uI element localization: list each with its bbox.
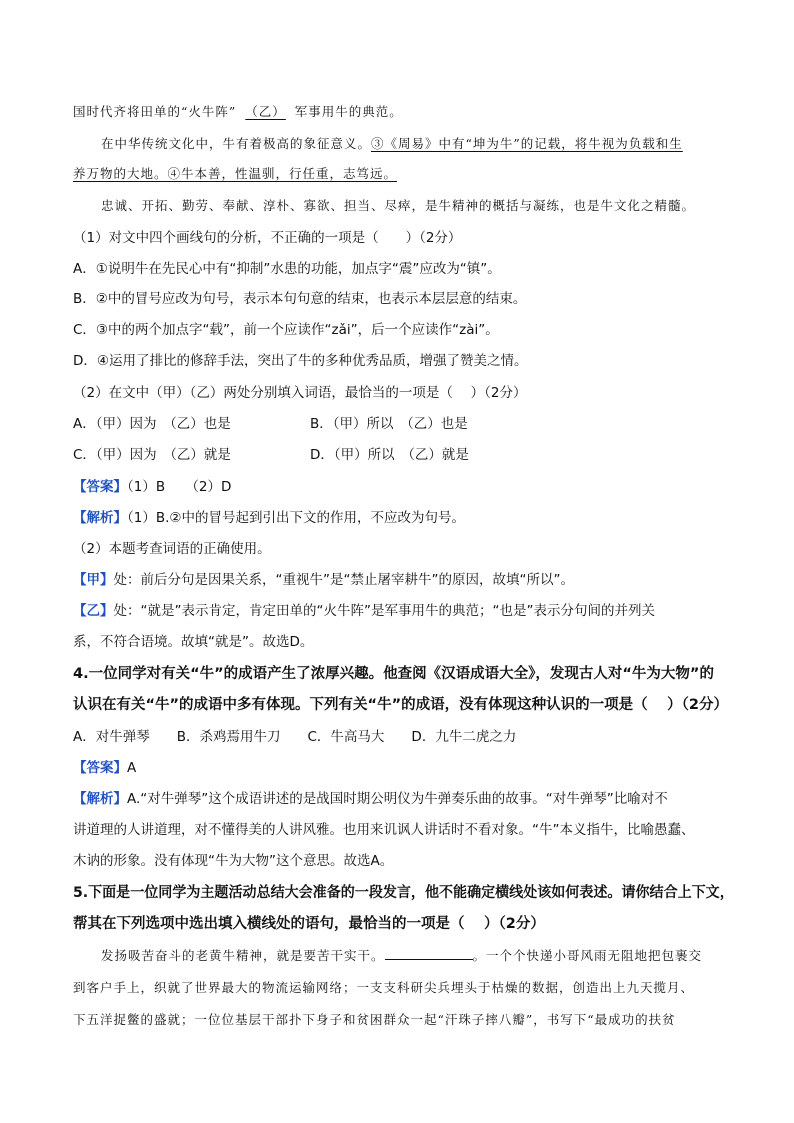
q1-stem: （1）对文中四个画线句的分析，不正确的一项是（ ）（2分） bbox=[73, 230, 462, 246]
q2-option-c: C．（甲）因为 （乙）就是 bbox=[73, 447, 231, 463]
analysis-4-line-2: 讲道理的人讲道理，对不懂得美的人讲风雅。也用来讥讽人讲话时不看对象。“牛”本义指牛，比喻愚蠢、 bbox=[73, 822, 695, 838]
q5-passage-line-2: 到客户手上，织就了世界最大的物流运输网络；一支支科研尖兵埋头于枯燥的数据，创造出上九天揽月、 bbox=[73, 980, 695, 995]
q1-option-d: D．④运用了排比的修辞手法，突出了牛的多种优秀品质，增强了赞美之情。 bbox=[73, 353, 528, 369]
q5-passage-line-3: 下五洋捉鳖的盛就；一位位基层干部扑下身子和贫困群众一起“汗珠子摔八瓣”，书写下“最成功的扶贫 bbox=[73, 1012, 676, 1027]
underlined-sentence-3: ③《周易》中有“坤为牛”的记载，将牛视为负载和生 bbox=[371, 136, 683, 151]
yi-tag: 【乙】 bbox=[73, 603, 114, 619]
analysis-tag: 【解析】 bbox=[73, 510, 127, 526]
q4-options: A．对牛弹琴 B．杀鸡焉用牛刀 C．牛高马大 D．九牛二虎之力 bbox=[73, 729, 517, 745]
analysis-yi-line-2: 系，不符合语境。故填“就是”。故选D。 bbox=[73, 634, 314, 650]
passage-line-2: 在中华传统文化中，牛有着极高的象征意义。③《周易》中有“坤为牛”的记载，将牛视为负载和生 bbox=[101, 136, 683, 151]
analysis-tag: 【解析】 bbox=[73, 791, 127, 807]
underlined-sentence-4: 养万物的大地。④牛本善，性温驯，行任重，志笃远。 bbox=[73, 166, 398, 181]
q4-stem-line-2: 认识在有关“牛”的成语中多有体现。下列有关“牛”的成语，没有体现这种认识的一项是（ ）（2分） bbox=[73, 697, 729, 713]
q1-option-b: B．②中的冒号应改为句号，表示本句句意的结束，也表示本层层意的结束。 bbox=[73, 291, 527, 307]
q1-option-c: C．③中的两个加点字“载”，前一个应读作“zǎi”，后一个应读作“zài”。 bbox=[73, 322, 499, 338]
passage-line-1: 国时代齐将田单的“火牛阵” （乙） 军事用牛的典范。 bbox=[73, 104, 403, 119]
q2-option-a: A．（甲）因为 （乙）也是 bbox=[73, 416, 231, 432]
q2-option-b: B．（甲）所以 （乙）也是 bbox=[310, 416, 468, 432]
q2-option-d: D．（甲）所以 （乙）就是 bbox=[310, 447, 469, 463]
q4-stem-line-1: 4.一位同学对有关“牛”的成语产生了浓厚兴趣。他查阅《汉语成语大全》，发现古人对“牛为大物”的 bbox=[73, 666, 714, 682]
analysis-jia: 【甲】处：前后分句是因果关系，“重视牛”是“禁止屠宰耕牛”的原因，故填“所以”。 bbox=[73, 572, 574, 588]
blank-yi: （乙） bbox=[245, 104, 286, 119]
answer-tag: 【答案】 bbox=[73, 479, 127, 495]
analysis-yi: 【乙】处：“就是”表示肯定，肯定田单的“火牛阵”是军事用牛的典范；“也是”表示分句间的并列关 bbox=[73, 603, 655, 619]
answer-tag: 【答案】 bbox=[73, 760, 127, 776]
answer-1: 【答案】（1）B （2）D bbox=[73, 479, 232, 495]
jia-tag: 【甲】 bbox=[73, 572, 114, 588]
analysis-1: 【解析】（1）B.②中的冒号起到引出下文的作用，不应改为句号。 bbox=[73, 510, 465, 526]
q1-option-a: A．①说明牛在先民心中有“抑制”水患的功能，加点字“震”应改为“镇”。 bbox=[73, 261, 501, 277]
analysis-1-line-2: （2）本题考查词语的正确使用。 bbox=[73, 541, 271, 557]
q5-passage-line-1: 发扬吸苦奋斗的老黄牛精神，就是要苦干实干。 。一个个快递小哥风雨无阻地把包裹交 bbox=[101, 948, 703, 963]
passage-line-4: 忠诚、开拓、勤劳、奉献、淳朴、寡欲、担当、尽瘁，是牛精神的概括与凝练，也是牛文化之精髓。 bbox=[101, 198, 696, 213]
analysis-4-line-3: 木讷的形象。没有体现“牛为大物”这个意思。故选A。 bbox=[73, 853, 394, 869]
answer-4: 【答案】A bbox=[73, 760, 137, 776]
q2-stem: （2）在文中（甲）（乙）两处分别填入词语，最恰当的一项是（ ）（2分） bbox=[73, 385, 527, 401]
q5-fill-blank bbox=[385, 946, 473, 960]
analysis-4: 【解析】A.“对牛弹琴”这个成语讲述的是战国时期公明仪为牛弹奏乐曲的故事。“对牛弹琴”比喻对不 bbox=[73, 791, 668, 807]
q5-stem-line-1: 5.下面是一位同学为主题活动总结大会准备的一段发言，他不能确定横线处该如何表述。请你结合上下文， bbox=[73, 885, 734, 901]
q5-stem-line-2: 帮其在下列选项中选出填入横线处的语句，最恰当的一项是（ ）（2分） bbox=[73, 916, 545, 932]
passage-line-3 bbox=[73, 163, 397, 185]
